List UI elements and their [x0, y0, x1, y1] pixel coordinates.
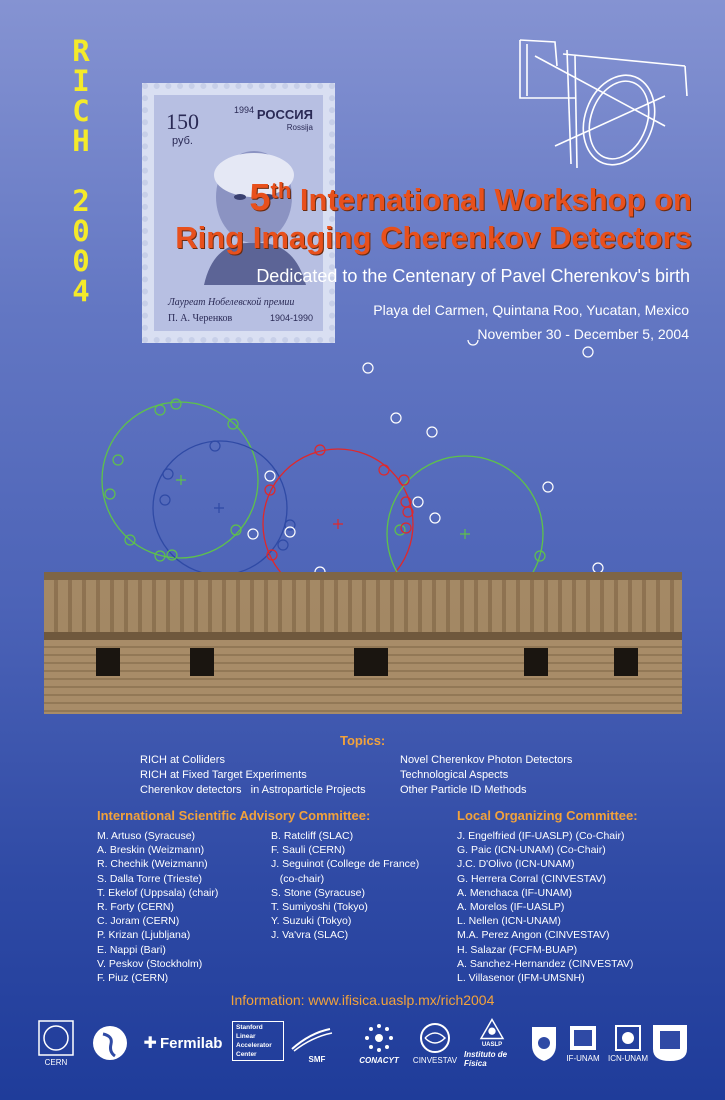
uaslp-label: UASLP — [481, 1042, 503, 1048]
maya-building-photo — [44, 572, 682, 714]
topic-item: Cherenkov detectors in Astroparticle Projects — [140, 784, 366, 796]
cherenkov-rings-illustration — [0, 340, 725, 580]
cern-label: CERN — [44, 1057, 68, 1067]
fermilab-label: Fermilab — [159, 1034, 223, 1052]
committee-member: Y. Suzuki (Tokyo) — [271, 915, 352, 928]
committee-member: L. Nellen (ICN-UNAM) — [457, 915, 561, 928]
stamp-country-latin: Rossija — [286, 123, 313, 132]
title-letter: R — [72, 34, 90, 68]
headline-line2: Ring Imaging Cherenkov Detectors — [175, 220, 692, 255]
conacyt-logo — [352, 1018, 406, 1068]
title-digit: 4 — [72, 274, 90, 308]
cern-logo — [36, 1018, 76, 1068]
stamp-unit: руб. — [172, 135, 193, 147]
stamp-dates: 1904-1990 — [269, 313, 313, 323]
committee-member: P. Krizan (Ljubljana) — [97, 929, 191, 942]
stamp-value: 150 — [166, 109, 199, 134]
committee-member: V. Peskov (Stockholm) — [97, 957, 203, 970]
slac-logo — [232, 1021, 284, 1061]
committee-member: T. Sumiyoshi (Tokyo) — [271, 901, 368, 914]
committee-member: J. Va'vra (SLAC) — [271, 929, 349, 942]
title-letter: H — [72, 124, 90, 158]
committee-member: (co-chair) — [271, 872, 325, 885]
loc-column — [457, 829, 633, 985]
committee-member: R. Forty (CERN) — [97, 901, 174, 914]
stamp-country: РОССИЯ — [256, 107, 313, 122]
cinvestav-label: CINVESTAV — [412, 1055, 458, 1065]
fermilab-icon: ✚ — [143, 1035, 157, 1052]
smf-label: SMF — [308, 1054, 326, 1064]
isac-heading: International Scientific Advisory Committee: — [97, 808, 371, 823]
committee-member: A. Breskin (Weizmann) — [97, 844, 205, 857]
title-digit: 0 — [72, 244, 90, 278]
fermilab-logo — [140, 1018, 226, 1068]
committee-member: C. Joram (CERN) — [97, 915, 180, 928]
topic-item: Other Particle ID Methods — [400, 784, 527, 796]
committee-member: R. Chechik (Weizmann) — [97, 858, 208, 871]
unam-seal-logo — [650, 1018, 690, 1068]
committee-member: J.C. D'Olivo (ICN-UNAM) — [457, 858, 575, 871]
stamp-caption: Лауреат Нобелевской премии — [168, 297, 295, 308]
isac-column-1 — [97, 829, 218, 985]
headline-line1 — [112, 172, 692, 219]
committee-member: F. Sauli (CERN) — [271, 844, 346, 857]
icn-unam-logo — [608, 1018, 648, 1068]
information-link[interactable]: Information: www.ifisica.uaslp.mx/rich2004 — [230, 992, 495, 1008]
committee-member: G. Paic (ICN-UNAM) (Co-Chair) — [457, 844, 606, 857]
committee-member: A. Morelos (IF-UASLP) — [457, 901, 565, 914]
workshop-headline — [112, 172, 692, 257]
committee-member: M. Artuso (Syracuse) — [97, 830, 196, 842]
loc-heading: Local Organizing Committee: — [457, 808, 638, 823]
committee-member: S. Dalla Torre (Trieste) — [97, 872, 203, 885]
slac-line: Stanford — [236, 1024, 263, 1031]
conacyt-label: CONACYT — [359, 1055, 399, 1065]
claf-logo — [90, 1018, 130, 1068]
committee-member: T. Ekelof (Uppsala) (chair) — [97, 886, 219, 899]
committee-member: M.A. Perez Angon (CINVESTAV) — [457, 929, 610, 942]
instituto-label: Instituto de Física — [464, 1050, 508, 1068]
title-digit: 2 — [72, 184, 90, 218]
title-digit: 0 — [72, 214, 90, 248]
slac-line: Linear — [236, 1033, 256, 1040]
topic-item: Technological Aspects — [400, 769, 509, 781]
crest-logo — [526, 1018, 562, 1068]
headline-ordinal: th — [270, 178, 292, 203]
topic-item: RICH at Colliders — [140, 754, 225, 766]
headline-number: 5 — [249, 177, 271, 219]
committee-member: E. Nappi (Bari) — [97, 943, 166, 956]
committee-member: G. Herrera Corral (CINVESTAV) — [457, 872, 606, 885]
committee-member: L. Villasenor (IFM-UMSNH) — [457, 972, 585, 985]
stamp-year: 1994 — [234, 105, 255, 115]
committee-member: J. Engelfried (IF-UASLP) (Co-Chair) — [457, 830, 625, 842]
headline-line1-text: International Workshop on — [291, 182, 692, 217]
uaslp-logo — [464, 1018, 520, 1068]
sponsor-logos — [36, 1018, 696, 1068]
dedication-text: Dedicated to the Centenary of Pavel Cherenkov's birth — [256, 266, 690, 286]
topic-item: RICH at Fixed Target Experiments — [140, 769, 307, 781]
committee-member: F. Piuz (CERN) — [97, 972, 169, 985]
slac-line: Center — [236, 1051, 257, 1058]
committee-member: H. Salazar (FCFM-BUAP) — [457, 943, 578, 956]
committee-member: J. Seguinot (College de France) — [271, 858, 420, 871]
vertical-event-title — [70, 36, 92, 306]
topic-item: Novel Cherenkov Photon Detectors — [400, 754, 573, 766]
location-text: Playa del Carmen, Quintana Roo, Yucatan, Mexico — [373, 302, 689, 318]
icn-unam-label: ICN-UNAM — [608, 1053, 648, 1063]
isac-column-2 — [271, 829, 419, 943]
dates-text: November 30 - December 5, 2004 — [477, 326, 689, 342]
title-letter: I — [72, 64, 90, 98]
smf-logo — [288, 1018, 346, 1068]
cinvestav-logo — [412, 1018, 458, 1068]
committee-member: S. Stone (Syracuse) — [271, 886, 365, 899]
if-unam-logo — [564, 1018, 602, 1068]
committee-member: B. Ratcliff (SLAC) — [271, 830, 354, 842]
stamp-name: П. А. Черенков — [168, 313, 233, 324]
title-letter: C — [72, 94, 90, 128]
committee-member: A. Sanchez-Hernandez (CINVESTAV) — [457, 957, 634, 970]
if-unam-label: IF-UNAM — [566, 1053, 600, 1063]
slac-line: Accelerator — [236, 1042, 272, 1049]
committee-member: A. Menchaca (IF-UNAM) — [457, 886, 572, 899]
topics-heading: Topics: — [340, 733, 386, 748]
rich-sketch-logo — [515, 36, 695, 176]
